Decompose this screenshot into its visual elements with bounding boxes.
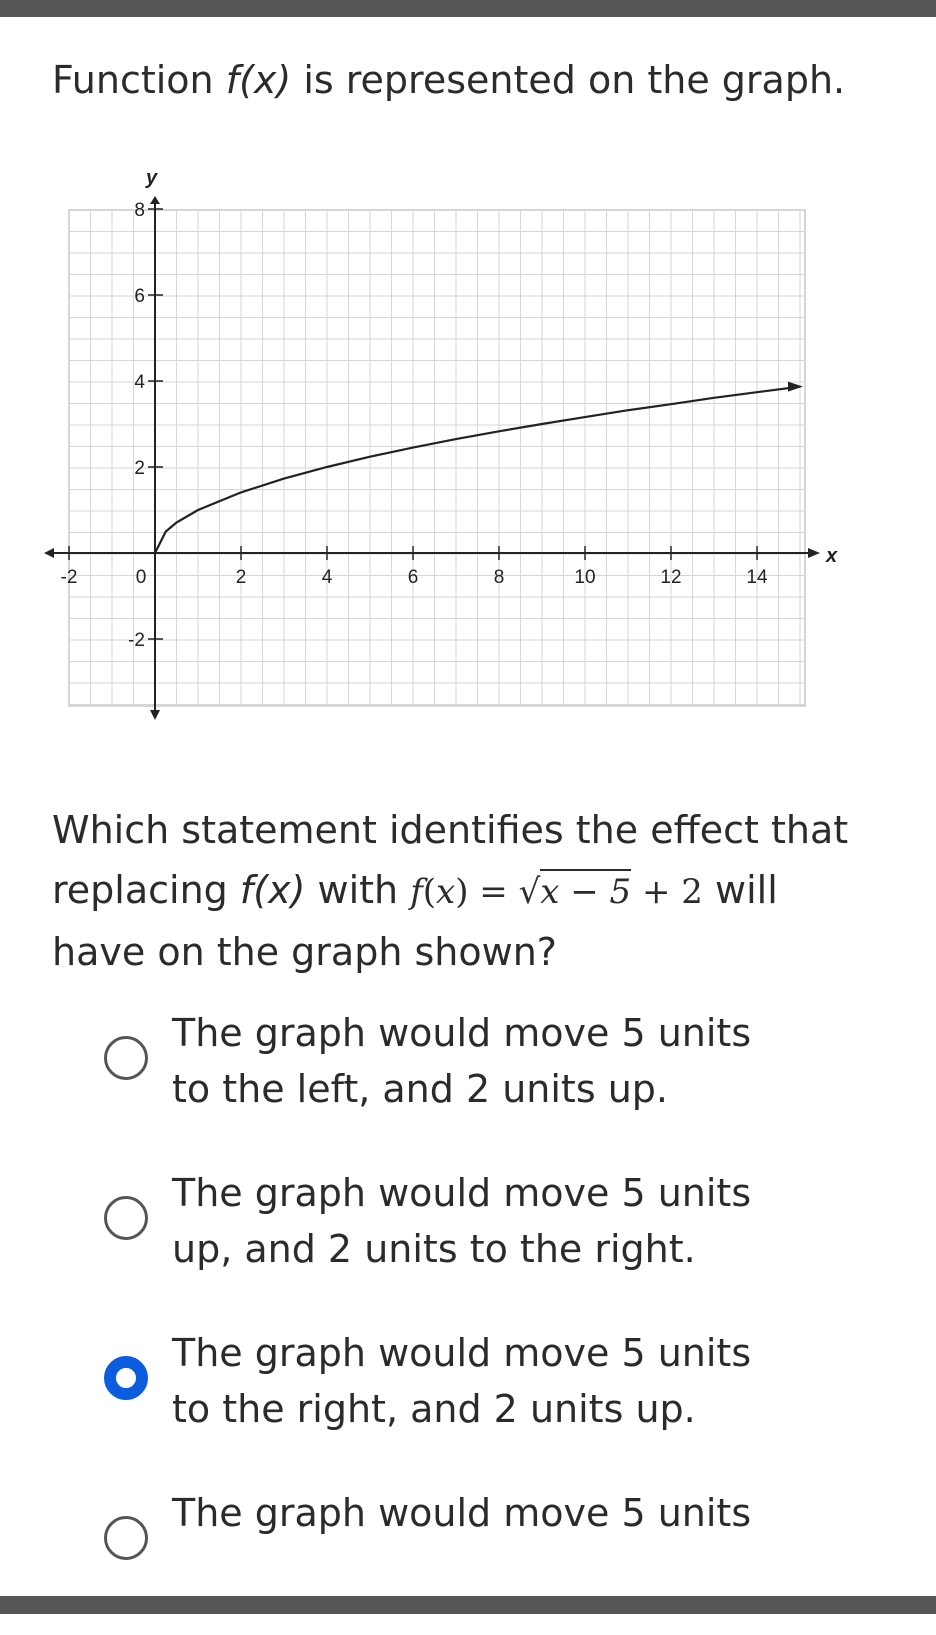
graph-svg (40, 160, 870, 760)
x-tick-label: 10 (574, 567, 596, 588)
x-axis-label: x (826, 545, 838, 567)
formula-open-paren: ( (422, 872, 437, 912)
x-tick-label: -2 (60, 567, 78, 588)
formula-plus-two: + 2 (631, 872, 703, 912)
y-tick-label: 6 (134, 286, 145, 307)
answer-option-1[interactable] (0, 1005, 936, 1155)
radio-button[interactable] (104, 1036, 148, 1080)
radio-button[interactable] (104, 1196, 148, 1240)
option-text (172, 1005, 792, 1117)
y-tick-label: 4 (134, 372, 145, 393)
bottom-bar (0, 1596, 936, 1614)
curve-arrow (788, 382, 803, 392)
option-text (172, 1485, 792, 1541)
y-axis-arrow-down (150, 710, 160, 720)
question-intro (52, 56, 912, 104)
radio-button-selected[interactable] (104, 1356, 148, 1400)
radio-button[interactable] (104, 1516, 148, 1560)
option-line-2: to the right, and 2 units up. (172, 1387, 696, 1431)
option-line-2: to the left, and 2 units up. (172, 1067, 668, 1111)
intro-function-name: f(x) (225, 58, 292, 102)
top-bar (0, 0, 936, 17)
y-axis-label: y (146, 167, 158, 189)
prompt-text: Which statement identifies the effect that replacing (52, 808, 849, 912)
y-axis-arrow-up (150, 196, 160, 204)
formula-f: f (410, 872, 423, 912)
option-line-2: up, and 2 units to the right. (172, 1227, 696, 1271)
x-tick-label: 12 (660, 567, 682, 588)
option-line-1: The graph would move 5 units (172, 1491, 752, 1535)
answer-option-3[interactable] (0, 1325, 936, 1475)
x-tick-label: 0 (135, 567, 147, 588)
option-line-1: The graph would move 5 units (172, 1331, 752, 1375)
x-tick-label: 14 (746, 567, 768, 588)
option-line-1: The graph would move 5 units (172, 1011, 752, 1055)
question-prompt (52, 800, 882, 982)
grid-border (69, 210, 805, 706)
formula-radicand: x − 5 (540, 869, 631, 912)
y-tick-label: 2 (134, 458, 145, 479)
y-tick-label: 8 (134, 200, 145, 221)
formula-x: x (436, 872, 456, 912)
prompt-text-end: will have on the graph shown? (52, 868, 778, 974)
prompt-with: with (305, 868, 411, 912)
function-graph (40, 160, 870, 760)
intro-text-end: is represented on the graph. (291, 58, 846, 102)
x-axis-arrow (808, 548, 820, 558)
answer-option-2[interactable] (0, 1165, 936, 1315)
option-line-1: The graph would move 5 units (172, 1171, 752, 1215)
formula-close-paren: ) (455, 872, 469, 912)
x-tick-label: 6 (407, 567, 419, 588)
x-tick-label: 2 (235, 567, 247, 588)
formula-radical: √ (518, 872, 541, 912)
x-axis-arrow-left (44, 548, 54, 558)
option-text (172, 1325, 792, 1437)
x-tick-label: 4 (321, 567, 333, 588)
y-tick-label: -2 (128, 630, 145, 651)
x-tick-label: 8 (493, 567, 505, 588)
prompt-function-name: f(x) (239, 868, 306, 912)
formula-equals: = (468, 872, 519, 912)
intro-text: Function (52, 58, 226, 102)
formula (410, 869, 703, 912)
option-text (172, 1165, 792, 1277)
